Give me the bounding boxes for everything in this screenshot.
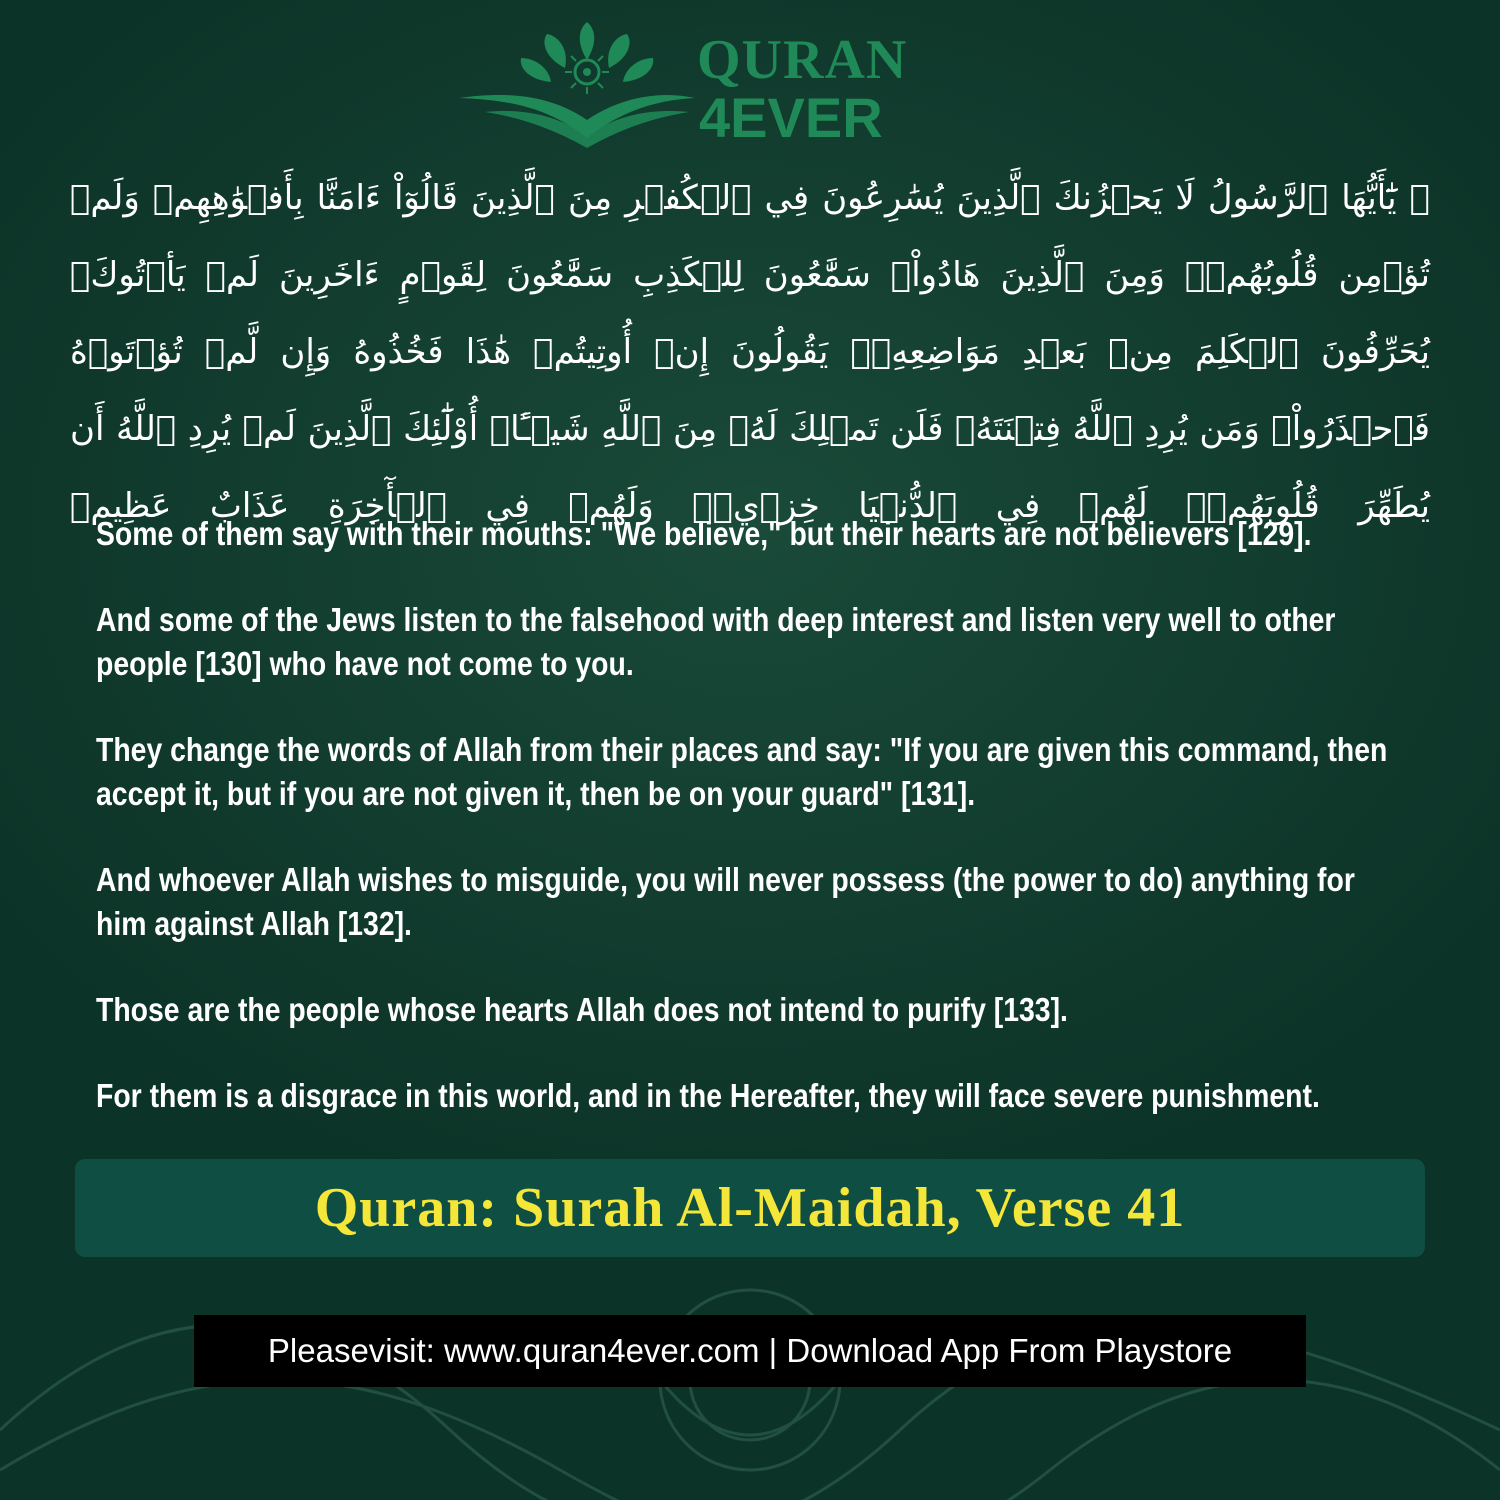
translation-block (96, 512, 1403, 1160)
translation-paragraph: Some of them say with their mouths: "We believe," but their hearts are not believers [129]. (96, 515, 1312, 552)
verse-reference-banner (75, 1159, 1425, 1257)
translation-paragraph: They change the words of Allah from their places and say: "If you are given this command, then accept it, but if you are not given it, then be on your guard" [131]. (96, 731, 1388, 812)
verse-reference: Quran: Surah Al-Maidah, Verse 41 (314, 1177, 1186, 1239)
translation-paragraph: And some of the Jews listen to the falsehood with deep interest and listen very well to other people [130] who have not come to you. (96, 601, 1336, 682)
footer-text: Pleasevisit: www.quran4ever.com | Download App From Playstore (267, 1332, 1233, 1369)
logo-text-4ever: 4EVER (699, 86, 883, 149)
translation-paragraph: Those are the people whose hearts Allah does not intend to purify [133]. (96, 991, 1068, 1028)
logo-text-quran: QURAN (697, 29, 908, 91)
book-lotus-logo-icon (455, 20, 695, 150)
footer-banner (194, 1315, 1306, 1387)
brand-logo (455, 20, 915, 150)
arabic-verse-text: ۞ يَٰٓأَيُّهَا ٱلرَّسُولُ لَا يَحۡزُنكَ ٱلَّذِينَ يُسَٰرِعُونَ فِي ٱلۡكُفۡرِ مِنَ ٱلَّذِينَ قَالُوٓاْ ءَامَنَّا بِأَفۡوَٰهِهِمۡ وَلَمۡ تُؤۡمِن قُلُوبُهُمۡۛ وَمِنَ ٱلَّذِينَ هَادُواْۛ سَمَّٰعُونَ لِلۡكَذِبِ سَمَّٰعُونَ لِقَوۡمٍ ءَاخَرِينَ لَمۡ يَأۡتُوكَۖ يُحَرِّفُونَ ٱلۡكَلِمَ مِنۢ بَعۡدِ مَوَاضِعِهِۦۖ يَقُولُونَ إِنۡ أُوتِيتُمۡ هَٰذَا فَخُذُوهُ وَإِن لَّمۡ تُؤۡتَوۡهُ فَٱحۡذَرُواْۚ وَمَن يُرِدِ ٱللَّهُ فِتۡنَتَهُۥ فَلَن تَمۡلِكَ لَهُۥ مِنَ ٱللَّهِ شَيۡـًٔاۚ أُوْلَٰٓئِكَ ٱلَّذِينَ لَمۡ يُرِدِ ٱللَّهُ أَن يُطَهِّرَ قُلُوبَهُمۡۚ لَهُمۡ فِي ٱلدُّنۡيَا خِزۡيٞۖ وَلَهُمۡ فِي ٱلۡأٓخِرَةِ عَذَابٌ عَظِيمٞ (70, 178, 1430, 526)
translation-paragraph: And whoever Allah wishes to misguide, you will never possess (the power to do) anything for him against Allah [132]. (96, 861, 1355, 942)
translation-paragraph: For them is a disgrace in this world, and in the Hereafter, they will face severe punishment. (96, 1077, 1320, 1114)
